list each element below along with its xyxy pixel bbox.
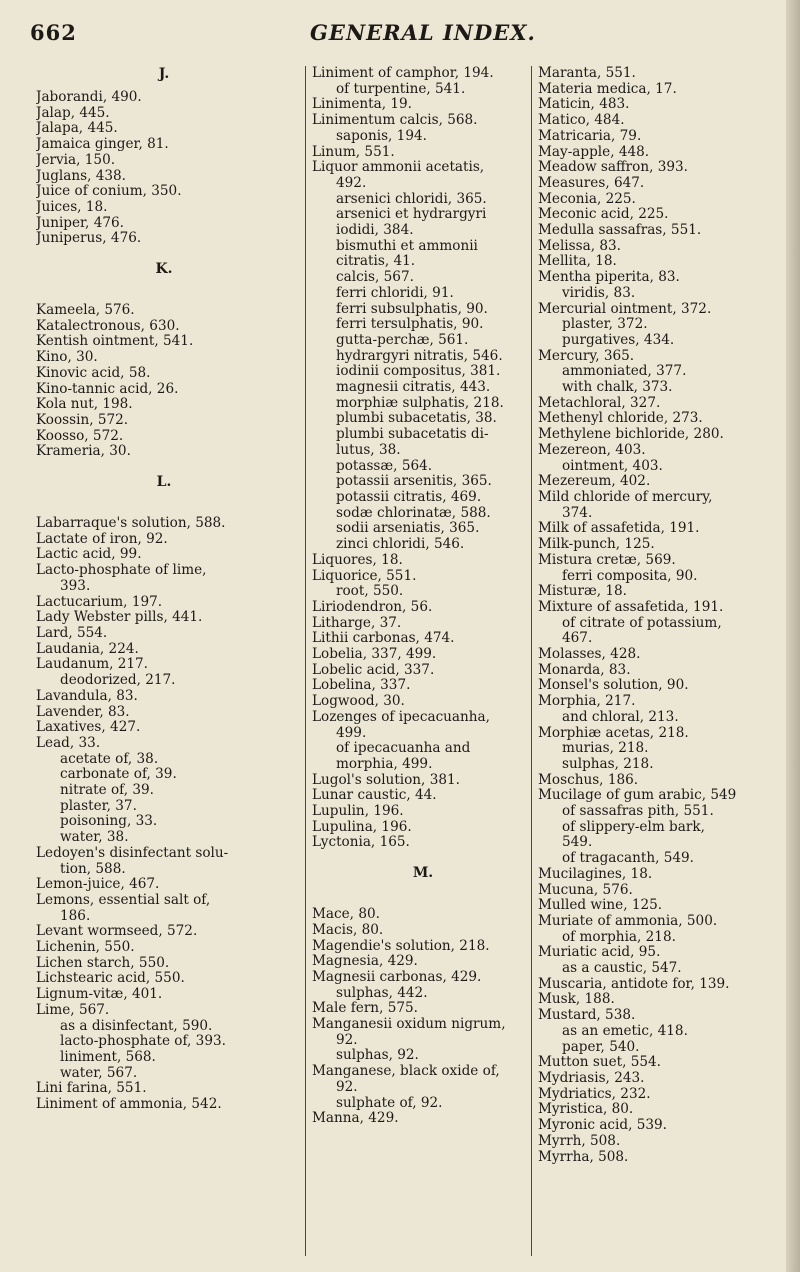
index-entry: Mezereum, 402. bbox=[538, 473, 651, 490]
index-entry: Macis, 80. bbox=[312, 921, 384, 938]
index-entry: Mistura cretæ, 569. bbox=[538, 551, 676, 568]
section-letter: J. bbox=[158, 66, 170, 82]
section-letter: K. bbox=[155, 261, 173, 278]
index-entry: Laudanum, 217. bbox=[36, 656, 149, 673]
index-subentry: 393. bbox=[60, 577, 91, 594]
index-subentry: poisoning, 33. bbox=[60, 813, 158, 830]
index-entry: Lobelic acid, 337. bbox=[312, 661, 435, 678]
index-subentry: sulphas, 218. bbox=[562, 755, 654, 772]
index-subentry: lutus, 38. bbox=[336, 441, 401, 458]
index-entry: Methylene bichloride, 280. bbox=[538, 426, 724, 443]
index-subentry: iodidi, 384. bbox=[336, 222, 414, 239]
index-entry: Lead, 33. bbox=[36, 734, 101, 751]
index-entry: Liquorice, 551. bbox=[312, 567, 417, 584]
index-entry: Myristica, 80. bbox=[538, 1101, 634, 1118]
index-entry: Katalectronous, 630. bbox=[36, 317, 180, 334]
index-entry: Misturæ, 18. bbox=[538, 583, 627, 600]
index-entry: Metachloral, 327. bbox=[538, 394, 661, 411]
index-entry: Lini farina, 551. bbox=[36, 1080, 147, 1097]
index-entry: Kino-tannic acid, 26. bbox=[36, 380, 179, 397]
index-entry: Laxatives, 427. bbox=[36, 719, 141, 736]
index-entry: Musk, 188. bbox=[538, 991, 615, 1008]
index-entry: Mace, 80. bbox=[312, 906, 380, 923]
index-entry: Liniment of ammonia, 542. bbox=[36, 1096, 222, 1113]
index-subentry: saponis, 194. bbox=[336, 127, 427, 144]
running-head: GENERAL INDEX. bbox=[310, 20, 536, 45]
index-entry: Matico, 484. bbox=[538, 112, 625, 129]
index-entry: Logwood, 30. bbox=[312, 693, 405, 710]
index-entry: Male fern, 575. bbox=[312, 1000, 418, 1017]
index-entry: Mulled wine, 125. bbox=[538, 897, 663, 914]
index-entry: Myrrh, 508. bbox=[538, 1132, 621, 1149]
index-subentry: sodæ chlorinatæ, 588. bbox=[336, 504, 491, 521]
index-entry: Muriate of ammonia, 500. bbox=[538, 912, 718, 929]
index-subentry: as an emetic, 418. bbox=[562, 1022, 688, 1039]
index-subentry: 549. bbox=[562, 834, 593, 851]
index-entry: Mezereon, 403. bbox=[538, 441, 646, 458]
index-subentry: 92. bbox=[336, 1078, 358, 1095]
index-entry: Manganese, black oxide of, bbox=[312, 1063, 500, 1080]
index-subentry: 374. bbox=[562, 504, 593, 521]
index-entry: Lacto-phosphate of lime, bbox=[36, 562, 207, 579]
index-entry: Koosso, 572. bbox=[36, 427, 124, 444]
index-entry: Koossin, 572. bbox=[36, 411, 129, 428]
index-subentry: 186. bbox=[60, 907, 91, 924]
index-subentry: citratis, 41. bbox=[336, 253, 416, 270]
index-subentry: paper, 540. bbox=[562, 1038, 640, 1055]
index-entry: Lavender, 83. bbox=[36, 703, 130, 720]
index-subentry: ointment, 403. bbox=[562, 457, 663, 474]
index-entry: Ledoyen's disinfectant solu- bbox=[36, 844, 229, 861]
index-entry: Linum, 551. bbox=[312, 143, 395, 160]
index-entry: Lichenin, 550. bbox=[36, 939, 135, 956]
index-entry: Liriodendron, 56. bbox=[312, 598, 433, 615]
index-entry: Lithii carbonas, 474. bbox=[312, 630, 455, 647]
index-entry: Lavandula, 83. bbox=[36, 687, 138, 704]
index-subentry: sulphate of, 92. bbox=[336, 1094, 443, 1111]
index-subentry: potassii arsenitis, 365. bbox=[336, 473, 492, 490]
index-entry: Levant wormseed, 572. bbox=[36, 923, 198, 940]
index-subentry: calcis, 567. bbox=[336, 269, 414, 286]
index-entry: Mercurial ointment, 372. bbox=[538, 300, 712, 317]
index-entry: Kola nut, 198. bbox=[36, 396, 133, 413]
index-entry: Jalap, 445. bbox=[36, 104, 110, 121]
index-subentry: 492. bbox=[336, 174, 367, 191]
index-entry: Magnesii carbonas, 429. bbox=[312, 968, 482, 985]
index-entry: Lactucarium, 197. bbox=[36, 593, 163, 610]
index-entry: Mustard, 538. bbox=[538, 1007, 636, 1024]
index-entry: Labarraque's solution, 588. bbox=[36, 515, 226, 532]
index-entry: Kinovic acid, 58. bbox=[36, 364, 151, 381]
index-subentry: murias, 218. bbox=[562, 740, 649, 757]
index-entry: Liquor ammonii acetatis, bbox=[312, 159, 485, 176]
index-subentry: purgatives, 434. bbox=[562, 331, 675, 348]
index-entry: Magnesia, 429. bbox=[312, 953, 418, 970]
index-column-1 bbox=[36, 66, 292, 1256]
index-subentry: plumbi subacetatis, 38. bbox=[336, 410, 497, 427]
index-entry: Jaborandi, 490. bbox=[36, 89, 142, 105]
index-entry: Manganesii oxidum nigrum, bbox=[312, 1016, 506, 1033]
index-subentry: morphiæ sulphatis, 218. bbox=[336, 394, 504, 411]
index-entry: Mellita, 18. bbox=[538, 253, 617, 270]
index-entry: Muriatic acid, 95. bbox=[538, 944, 661, 961]
index-entry: Mixture of assafetida, 191. bbox=[538, 598, 724, 615]
index-subentry: sulphas, 92. bbox=[336, 1047, 419, 1064]
index-entry: Jalapa, 445. bbox=[36, 120, 118, 137]
index-entry: Morphiæ acetas, 218. bbox=[538, 724, 689, 741]
index-subentry: ferri chloridi, 91. bbox=[336, 284, 454, 301]
index-subentry: 499. bbox=[336, 724, 367, 741]
index-entry: Mydriasis, 243. bbox=[538, 1070, 645, 1086]
index-entry: Meadow saffron, 393. bbox=[538, 159, 688, 176]
index-entry: Melissa, 83. bbox=[538, 237, 621, 254]
index-subentry: of slippery-elm bark, bbox=[562, 818, 705, 835]
section-letter: M. bbox=[412, 865, 434, 882]
page-edge-shadow bbox=[786, 0, 800, 1272]
index-subentry: bismuthi et ammonii bbox=[336, 237, 478, 254]
index-entry: Methenyl chloride, 273. bbox=[538, 410, 703, 427]
index-column-2 bbox=[305, 66, 534, 1256]
index-subentry: water, 567. bbox=[60, 1064, 138, 1081]
index-entry: Mentha piperita, 83. bbox=[538, 269, 680, 286]
index-entry: Mydriatics, 232. bbox=[538, 1085, 651, 1102]
index-entry: Lyctonia, 165. bbox=[312, 834, 410, 851]
index-entry: Jervia, 150. bbox=[36, 151, 116, 168]
index-entry: Lichstearic acid, 550. bbox=[36, 970, 185, 987]
index-subentry: acetate of, 38. bbox=[60, 750, 159, 767]
index-subentry: plaster, 372. bbox=[562, 316, 648, 333]
index-entry: Moschus, 186. bbox=[538, 771, 639, 788]
index-subentry: magnesii citratis, 443. bbox=[336, 379, 491, 396]
index-entry: Laudania, 224. bbox=[36, 640, 139, 657]
index-subentry: potassæ, 564. bbox=[336, 457, 433, 474]
index-subentry: 92. bbox=[336, 1031, 358, 1048]
index-entry: Milk-punch, 125. bbox=[538, 536, 655, 553]
index-entry: Myrrha, 508. bbox=[538, 1148, 629, 1165]
index-subentry: potassii citratis, 469. bbox=[336, 488, 482, 505]
index-subentry: 467. bbox=[562, 630, 593, 647]
index-entry: Lobelia, 337, 499. bbox=[312, 646, 437, 663]
index-entry: Meconic acid, 225. bbox=[538, 206, 669, 223]
index-subentry: root, 550. bbox=[336, 583, 404, 600]
index-entry: Mutton suet, 554. bbox=[538, 1054, 662, 1071]
index-entry: Lactic acid, 99. bbox=[36, 546, 142, 563]
index-entry: Lupulin, 196. bbox=[312, 803, 404, 820]
index-entry: Mucilagines, 18. bbox=[538, 865, 653, 882]
index-subentry: sodii arseniatis, 365. bbox=[336, 520, 480, 537]
index-subentry: of turpentine, 541. bbox=[336, 80, 466, 97]
index-subentry: water, 38. bbox=[60, 829, 129, 846]
index-entry: Liquores, 18. bbox=[312, 551, 403, 568]
index-entry: May-apple, 448. bbox=[538, 143, 650, 160]
index-subentry: morphia, 499. bbox=[336, 755, 433, 772]
index-entry: Jamaica ginger, 81. bbox=[36, 136, 169, 153]
index-column-3 bbox=[531, 66, 770, 1256]
index-entry: Juglans, 438. bbox=[36, 167, 126, 184]
index-entry: Litharge, 37. bbox=[312, 614, 402, 631]
index-entry: Monarda, 83. bbox=[538, 661, 631, 678]
index-subentry: of citrate of potassium, bbox=[562, 614, 722, 631]
index-subentry: with chalk, 373. bbox=[562, 379, 673, 396]
index-entry: Juices, 18. bbox=[36, 198, 108, 215]
index-entry: Kentish ointment, 541. bbox=[36, 333, 194, 350]
index-entry: Lard, 554. bbox=[36, 624, 108, 641]
index-subentry: ammoniated, 377. bbox=[562, 363, 687, 380]
index-entry: Lupulina, 196. bbox=[312, 818, 412, 835]
index-entry: Lemons, essential salt of, bbox=[36, 891, 211, 908]
index-entry: Lady Webster pills, 441. bbox=[36, 609, 203, 626]
index-subentry: arsenici et hydrargyri bbox=[336, 206, 487, 223]
index-entry: Medulla sassafras, 551. bbox=[538, 222, 702, 239]
index-entry: Molasses, 428. bbox=[538, 646, 641, 663]
index-subentry: deodorized, 217. bbox=[60, 672, 176, 689]
index-subentry: gutta-perchæ, 561. bbox=[336, 331, 469, 348]
index-entry: Kino, 30. bbox=[36, 349, 98, 366]
index-entry: Lunar caustic, 44. bbox=[312, 787, 437, 804]
index-entry: Monsel's solution, 90. bbox=[538, 677, 689, 694]
index-subentry: and chloral, 213. bbox=[562, 708, 679, 725]
index-entry: Magendie's solution, 218. bbox=[312, 937, 490, 954]
index-entry: Lactate of iron, 92. bbox=[36, 530, 168, 547]
index-subentry: of tragacanth, 549. bbox=[562, 850, 695, 867]
index-entry: Meconia, 225. bbox=[538, 190, 636, 207]
index-subentry: lacto-phosphate of, 393. bbox=[60, 1033, 226, 1050]
index-subentry: nitrate of, 39. bbox=[60, 782, 154, 799]
index-subentry: of sassafras pith, 551. bbox=[562, 803, 714, 820]
page-number: 662 bbox=[30, 20, 77, 45]
index-subentry: hydrargyri nitratis, 546. bbox=[336, 347, 503, 364]
index-subentry: as a disinfectant, 590. bbox=[60, 1017, 213, 1034]
index-entry: Milk of assafetida, 191. bbox=[538, 520, 700, 537]
index-entry: Lime, 567. bbox=[36, 1001, 110, 1018]
index-entry: Lemon-juice, 467. bbox=[36, 876, 160, 893]
index-entry: Mucilage of gum arabic, 549 bbox=[538, 787, 737, 804]
index-subentry: as a caustic, 547. bbox=[562, 960, 682, 977]
index-subentry: iodinii compositus, 381. bbox=[336, 363, 501, 380]
index-subentry: of morphia, 218. bbox=[562, 928, 676, 945]
section-letter: L. bbox=[156, 474, 172, 491]
index-subentry: plumbi subacetatis di- bbox=[336, 426, 489, 443]
index-entry: Kameela, 576. bbox=[36, 302, 135, 319]
page-header bbox=[0, 20, 800, 54]
index-entry: Myronic acid, 539. bbox=[538, 1117, 667, 1134]
index-subentry: ferri composita, 90. bbox=[562, 567, 698, 584]
index-entry: Lobelina, 337. bbox=[312, 677, 411, 694]
index-entry: Juice of conium, 350. bbox=[36, 183, 182, 200]
index-subentry: ferri subsulphatis, 90. bbox=[336, 300, 488, 317]
index-subentry: arsenici chloridi, 365. bbox=[336, 190, 487, 207]
index-entry: Mercury, 365. bbox=[538, 347, 635, 364]
index-entry: Linimentum calcis, 568. bbox=[312, 112, 478, 129]
index-entry: Materia medica, 17. bbox=[538, 80, 677, 97]
index-subentry: zinci chloridi, 546. bbox=[336, 536, 465, 553]
index-entry: Krameria, 30. bbox=[36, 443, 131, 460]
index-entry: Maticin, 483. bbox=[538, 96, 630, 113]
index-subentry: of ipecacuanha and bbox=[336, 740, 471, 757]
index-subentry: tion, 588. bbox=[60, 860, 126, 877]
index-subentry: carbonate of, 39. bbox=[60, 766, 177, 783]
index-entry: Muscaria, antidote for, 139. bbox=[538, 975, 730, 992]
index-entry: Maranta, 551. bbox=[538, 66, 636, 81]
index-entry: Juniper, 476. bbox=[36, 214, 124, 231]
index-entry: Lignum-vitæ, 401. bbox=[36, 986, 163, 1003]
index-entry: Juniperus, 476. bbox=[36, 230, 142, 247]
index-entry: Mild chloride of mercury, bbox=[538, 488, 713, 505]
index-entry: Linimenta, 19. bbox=[312, 96, 412, 113]
index-entry: Lichen starch, 550. bbox=[36, 954, 170, 971]
index-entry: Morphia, 217. bbox=[538, 693, 636, 710]
index-subentry: sulphas, 442. bbox=[336, 984, 428, 1001]
index-entry: Measures, 647. bbox=[538, 174, 645, 191]
index-entry: Manna, 429. bbox=[312, 1110, 399, 1127]
index-entry: Lugol's solution, 381. bbox=[312, 771, 460, 788]
index-entry: Liniment of camphor, 194. bbox=[312, 66, 494, 81]
index-subentry: viridis, 83. bbox=[562, 284, 636, 301]
index-subentry: ferri tersulphatis, 90. bbox=[336, 316, 484, 333]
index-entry: Mucuna, 576. bbox=[538, 881, 633, 898]
index-subentry: plaster, 37. bbox=[60, 797, 137, 814]
index-subentry: liniment, 568. bbox=[60, 1048, 156, 1065]
index-entry: Lozenges of ipecacuanha, bbox=[312, 708, 490, 725]
index-entry: Matricaria, 79. bbox=[538, 127, 642, 144]
